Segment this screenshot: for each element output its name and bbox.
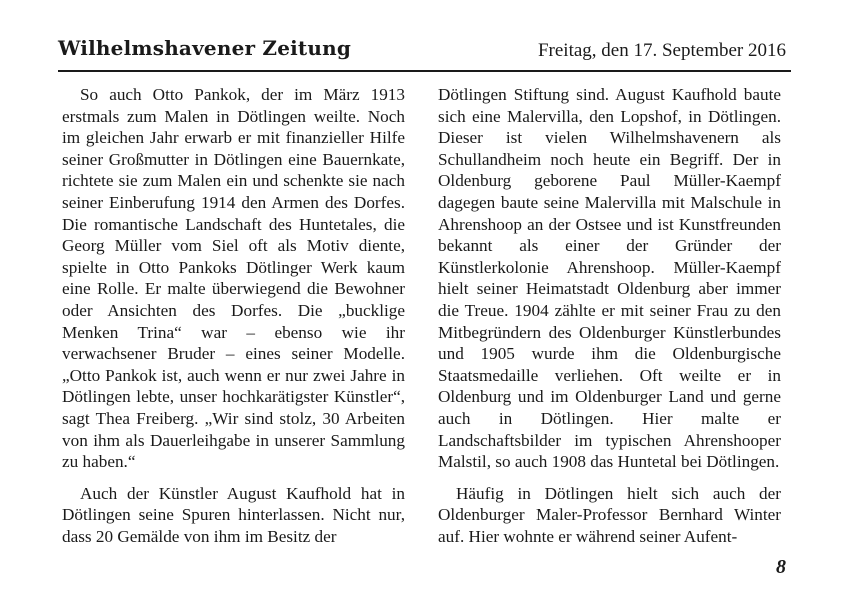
article-paragraph: Häufig in Dötlingen hielt sich auch der Oldenburger Maler-Professor Bernhard Winter auf. Hier wohnte er während seiner Aufent- [438, 483, 781, 546]
header-divider [58, 70, 791, 72]
article-column-left [62, 84, 405, 557]
article-paragraph: Auch der Künstler August Kaufhold hat in Dötlingen seine Spuren hinterlassen. Nicht nur, dass 20 Gemälde von ihm im Besitz der [62, 483, 405, 546]
newspaper-masthead: Wilhelmshavener Zeitung [58, 36, 352, 60]
article-column-right [438, 84, 781, 557]
issue-date: Freitag, den 17. September 2016 [537, 40, 786, 61]
article-paragraph: So auch Otto Pankok, der im März 1913 erstmals zum Malen in Dötlingen weilte. Noch im gleichen Jahr erwarb er mit finanzieller Hilfe seiner Großmutter in Dötlingen eine Bauernkate, richtete sie zum Malen ein und schenkte sie nach seiner Einberufung 1914 den Armen des Dorfes. Die romantische Landschaft des Huntetales, die Georg Müller vom Siel oft als Motiv diente, spielte in Otto Pankoks Dötlinger Werk kaum eine Rolle. Er malte überwiegend die Bewohner oder Ansichten des Dorfes. Die „bucklige Menken Trina“ war – ebenso wie ihr verwachsener Bruder – eines seiner Modelle. „Otto Pankok ist, auch wenn er nur zwei Jahre in Dötlingen lebte, unser hochkarätigster Künstler“, sagt Thea Freiberg. „Wir sind stolz, 30 Arbeiten von ihm als Dauerleihgabe in unserer Sammlung zu haben.“ [62, 85, 405, 472]
article-paragraph: Dötlingen Stiftung sind. August Kaufhold baute sich eine Malervilla, den Lopshof, in Dötlingen. Dieser ist vielen Wilhelmshavenern als Schullandheim noch heute ein Begriff. Der in Oldenburg geborene Paul Müller-Kaempf dagegen baute seine Malervilla mit Malschule in Ahrenshoop an der Ostsee und ist Kunstfreunden bekannt als einer der Gründer der Künstlerkolonie Ahrenshoop. Müller-Kaempf hielt seiner Heimatstadt Oldenburg aber immer die Treue. 1904 zählte er mit seiner Frau zu den Mitbegründern des Oldenburger Künstlerbundes und 1905 wurde ihm die Oldenburgische Staatsmedaille verliehen. Oft weilte er in Oldenburg und im Oldenburger Land und gerne auch in Dötlingen. Hier malte er Landschaftsbilder im typischen Ahrenshooper Malstil, so auch 1908 das Huntetal bei Dötlingen. [438, 85, 781, 472]
page-number: 8 [776, 556, 786, 578]
